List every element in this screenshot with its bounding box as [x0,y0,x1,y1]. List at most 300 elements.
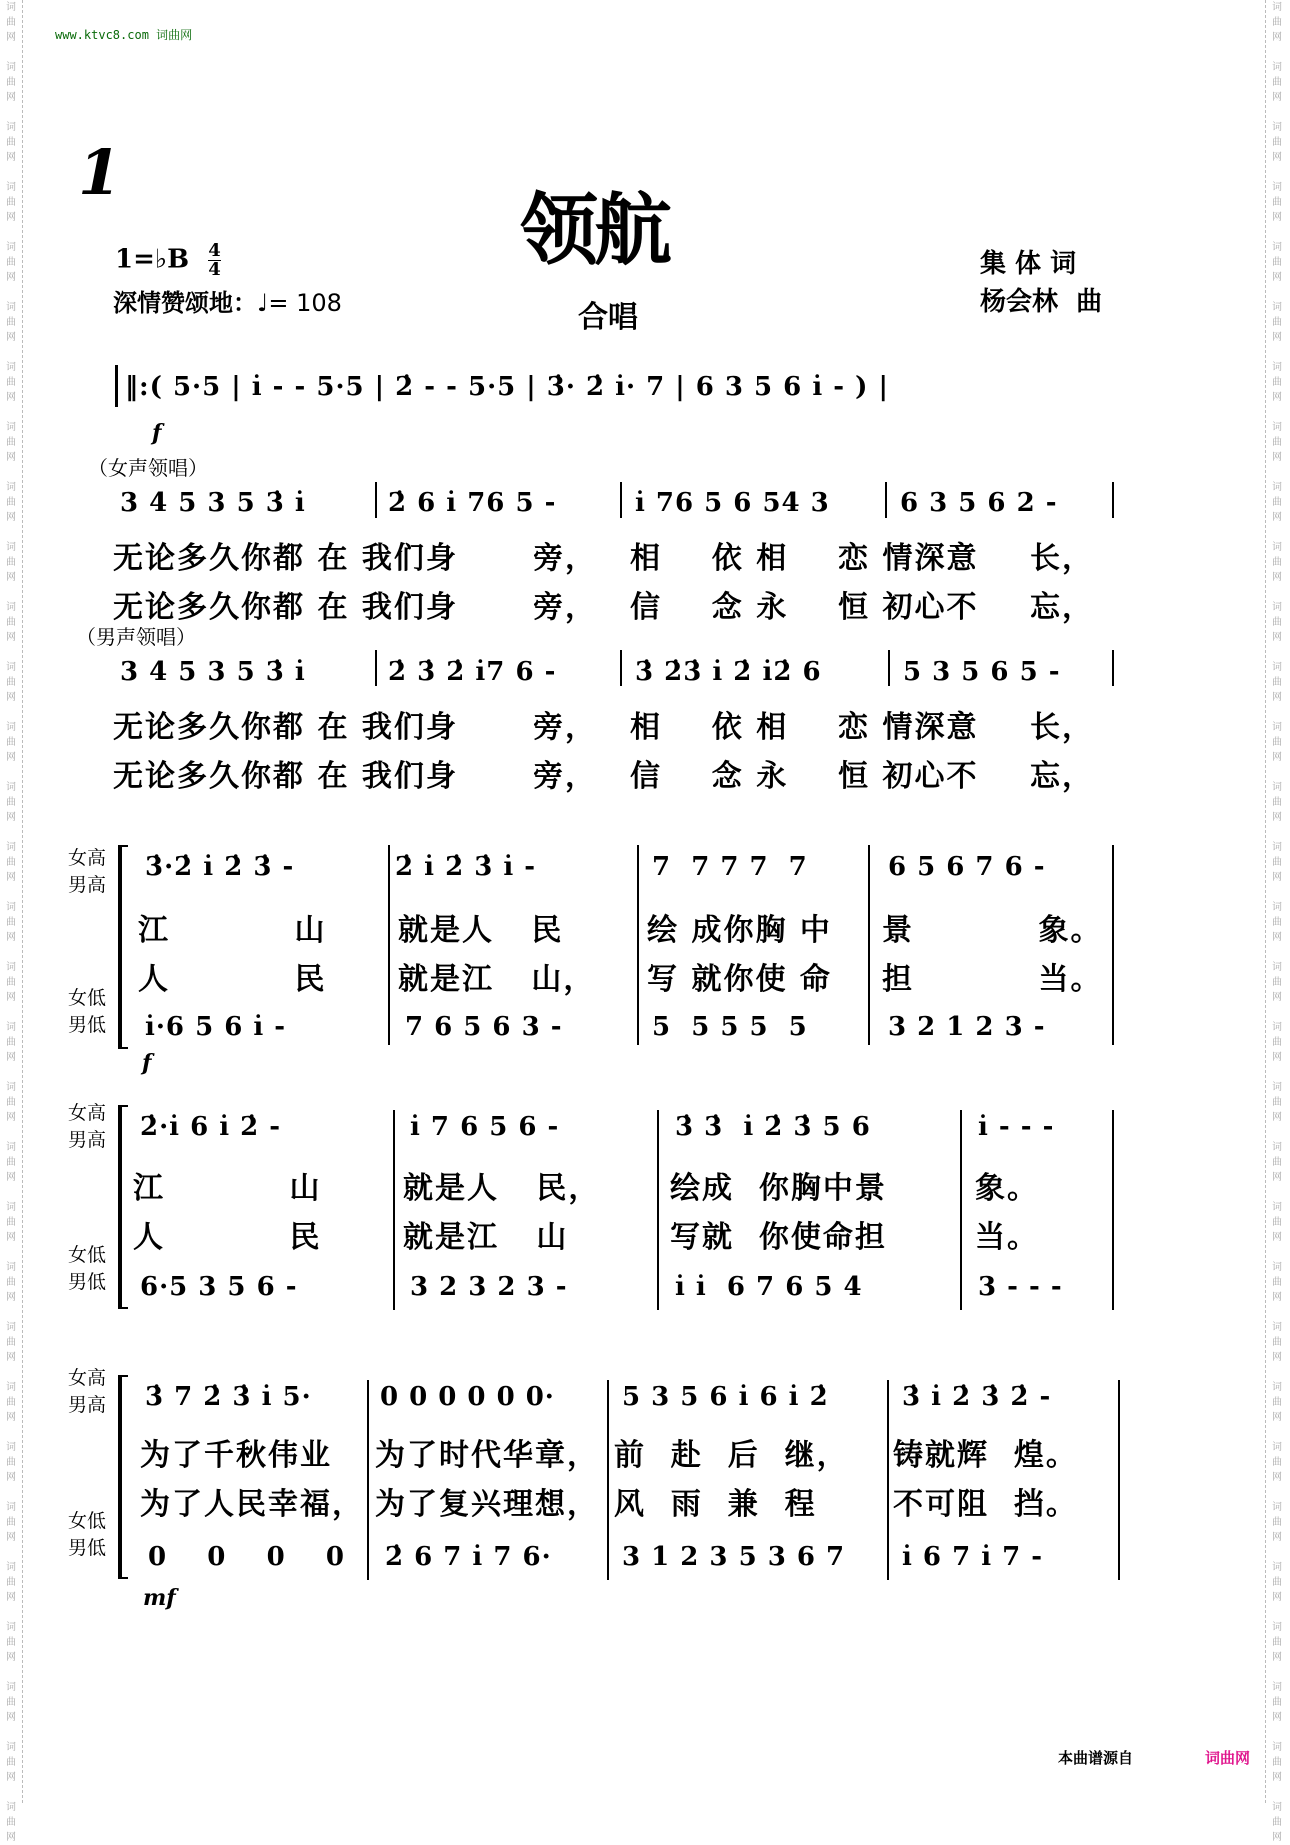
watermark-glyph: 词 [6,1142,16,1153]
watermark-glyph: 词 [1272,1082,1282,1093]
tenor-label: 男高 [68,874,107,896]
watermark-glyph: 词 [1272,122,1282,133]
watermark-glyph: 词 [6,782,16,793]
watermark-glyph: 曲 [6,1577,16,1588]
lyric-line: 相 依 相 恋 情深意 [630,541,979,576]
lyric-line: 长， [1030,541,1094,576]
watermark-glyph: 词 [6,422,16,433]
watermark-glyph: 词 [1272,722,1282,733]
watermark-glyph: 词 [1272,362,1282,373]
watermark-glyph: 词 [6,482,16,493]
watermark-glyph: 词 [1272,2,1282,13]
lyric-line: 风 雨 兼 程 [614,1487,817,1522]
watermark-glyph: 词 [6,1502,16,1513]
dynamic-forte: f [142,1050,152,1076]
lower-m2: 3 2 3 2 3 - [410,1272,568,1302]
soprano-label: 女高 [68,847,107,869]
lyric-line: 信 念 永 恒 初心不 [630,590,979,625]
lower-m2: 2̇ 6 7 i̇ 7 6· [385,1542,552,1572]
page-number: 1 [78,136,122,209]
tempo-bpm: = 108 [268,289,342,317]
bass-label: 男低 [68,1537,107,1559]
watermark-glyph: 曲 [1272,917,1282,928]
watermark-glyph: 曲 [6,437,16,448]
watermark-glyph: 网 [6,1052,16,1063]
watermark-glyph: 网 [1272,152,1282,163]
watermark-glyph: 网 [6,92,16,103]
watermark-glyph: 曲 [1272,977,1282,988]
male-lead-m3: 3̇ 2̇3̇ i̇ 2̇ i̇2̇ 6 [635,657,822,687]
upper-m1: 3̇ 7 2̇ 3̇ i̇ 5· [145,1382,312,1412]
watermark-glyph: 词 [1272,662,1282,673]
watermark-glyph: 网 [1272,932,1282,943]
watermark-glyph: 网 [1272,692,1282,703]
watermark-glyph: 曲 [1272,1397,1282,1408]
watermark-glyph: 词 [1272,1622,1282,1633]
watermark-glyph: 网 [1272,1592,1282,1603]
female-lead-m1: 3 4 5 3 5 3̇ i̇ [120,488,306,518]
watermark-glyph: 词 [6,602,16,613]
watermark-glyph: 网 [6,452,16,463]
barline [620,482,622,518]
watermark-glyph: 网 [1272,1472,1282,1483]
watermark-glyph: 词 [1272,1022,1282,1033]
watermark-glyph: 曲 [1272,497,1282,508]
watermark-glyph: 网 [6,692,16,703]
watermark-glyph: 网 [1272,812,1282,823]
watermark-glyph: 曲 [1272,1817,1282,1828]
watermark-glyph: 词 [1272,1382,1282,1393]
watermark-glyph: 词 [6,962,16,973]
watermark-glyph: 词 [1272,62,1282,73]
watermark-glyph: 曲 [1272,857,1282,868]
watermark-glyph: 曲 [6,1517,16,1528]
lower-voice-label [68,1508,106,1562]
watermark-glyph: 网 [6,932,16,943]
watermark-glyph: 词 [6,1322,16,1333]
watermark-glyph: 词 [6,1622,16,1633]
lyric-line: 为了复兴理想， [375,1487,599,1522]
male-lead-label: （男声领唱） [76,625,196,649]
barline [1112,1110,1114,1310]
watermark-glyph: 词 [6,1382,16,1393]
quarter-note-icon: ♩ [257,289,269,317]
watermark-glyph: 网 [6,1772,16,1783]
lyric-line: 就是人 民 [398,913,564,948]
watermark-glyph: 词 [6,1022,16,1033]
watermark-glyph: 网 [6,632,16,643]
upper-voice-label [68,1365,106,1419]
barline [393,1110,395,1310]
watermark-glyph: 网 [1272,212,1282,223]
system-brace [118,845,128,1049]
watermark-glyph: 词 [6,362,16,373]
watermark-glyph: 网 [6,152,16,163]
female-lead-label: （女声领唱） [88,456,208,480]
watermark-glyph: 网 [1272,332,1282,343]
lyric-line: 江 山 [138,913,327,948]
lower-m4: i̇ 6 7 i̇ 7 - [902,1542,1044,1572]
watermark-glyph: 曲 [6,1817,16,1828]
watermark-glyph: 曲 [1272,1157,1282,1168]
watermark-glyph: 词 [6,1082,16,1093]
watermark-glyph: 词 [1272,902,1282,913]
barline [960,1110,962,1310]
lyric-line: 当。 [975,1220,1039,1255]
lyric-line: 旁， [533,759,597,794]
watermark-glyph: 词 [6,722,16,733]
watermark-glyph: 词 [1272,182,1282,193]
watermark-glyph: 曲 [1272,797,1282,808]
watermark-glyph: 曲 [1272,1637,1282,1648]
barline [388,845,390,1045]
barline [868,845,870,1045]
lyric-line: 不可阻 挡。 [893,1487,1078,1522]
lyric-line: 无论多久你都 在 我们身 [113,541,458,576]
lyric-line: 江 山 [133,1171,322,1206]
lyric-line: 忘， [1030,590,1094,625]
intro-notes: ‖:( 5·5 | i̇ - - 5·5 | 2̇ - - 5·5 | 3̇· 2̇ i̇· 7 | 6 3 5 6 i̇ - ) | [125,372,889,402]
lower-m4: 3 - - - [978,1272,1063,1302]
lyric-line: 就是江 山 [403,1220,569,1255]
watermark-glyph: 网 [6,1532,16,1543]
watermark-glyph: 词 [1272,1262,1282,1273]
watermark-glyph: 网 [1272,92,1282,103]
bass-label: 男低 [68,1271,107,1293]
watermark-glyph: 曲 [6,197,16,208]
watermark-glyph: 词 [1272,1682,1282,1693]
lyric-line: 信 念 永 恒 初心不 [630,759,979,794]
watermark-glyph: 曲 [6,137,16,148]
barline [885,482,887,518]
watermark-glyph: 网 [6,512,16,523]
lower-voice-label [68,1242,106,1296]
watermark-glyph: 网 [6,1412,16,1423]
tempo-marking [113,283,342,318]
alto-label: 女低 [68,1510,107,1532]
watermark-glyph: 曲 [1272,617,1282,628]
upper-m1: 3̇·2̇ i̇ 2̇ 3̇ - [145,852,295,882]
watermark-glyph: 曲 [6,1097,16,1108]
watermark-glyph: 曲 [6,497,16,508]
female-lead-m3: i̇ 76 5 6 54 3 [635,488,830,518]
watermark-glyph: 曲 [6,377,16,388]
lyric-line: 写 就你使 命 [647,962,832,997]
source-label: 本曲谱源自 [1058,1749,1134,1767]
watermark-glyph: 网 [1272,392,1282,403]
watermark-glyph: 网 [6,392,16,403]
lyric-line: 就是人 民， [403,1171,601,1206]
watermark-glyph: 曲 [6,17,16,28]
barline [1112,845,1114,1045]
lyric-line: 旁， [533,590,597,625]
watermark-glyph: 网 [6,1652,16,1663]
lyric-line: 长， [1030,710,1094,745]
watermark-glyph: 词 [1272,1202,1282,1213]
watermark-glyph: 词 [1272,542,1282,553]
watermark-glyph: 曲 [6,257,16,268]
watermark-glyph: 网 [6,1592,16,1603]
alto-label: 女低 [68,1244,107,1266]
watermark-glyph: 网 [1272,1352,1282,1363]
watermark-glyph: 曲 [1272,1577,1282,1588]
upper-m1: 2̇·i̇ 6 i̇ 2̇ - [140,1112,282,1142]
watermark-glyph: 词 [6,182,16,193]
watermark-glyph: 词 [1272,242,1282,253]
watermark-glyph: 网 [1272,1712,1282,1723]
left-watermark-strip [0,0,23,1843]
watermark-glyph: 曲 [1272,77,1282,88]
upper-voice-label [68,1100,106,1154]
watermark-glyph: 网 [1272,1652,1282,1663]
lower-m3: 5 5 5 5 5 [652,1012,808,1042]
lyric-line: 前 赴 后 继， [614,1438,849,1473]
watermark-glyph: 曲 [1272,677,1282,688]
watermark-glyph: 词 [6,1562,16,1573]
watermark-glyph: 曲 [6,1337,16,1348]
upper-m4: 6 5 6 7 6 - [888,852,1046,882]
lower-m1: 6·5 3 5 6 - [140,1272,298,1302]
soprano-label: 女高 [68,1102,107,1124]
barline [1112,650,1114,686]
lyric-line: 绘成 你胸中景 [670,1171,887,1206]
watermark-glyph: 曲 [6,317,16,328]
lyric-line: 无论多久你都 在 我们身 [113,590,458,625]
male-lead-m2: 2̇ 3̇ 2̇ i̇7 6 - [388,657,557,687]
watermark-glyph: 词 [6,1202,16,1213]
watermark-glyph: 网 [1272,1112,1282,1123]
upper-voice-label [68,845,106,899]
watermark-glyph: 网 [1272,1412,1282,1423]
watermark-glyph: 曲 [1272,1277,1282,1288]
watermark-glyph: 曲 [1272,557,1282,568]
barline [375,482,377,518]
watermark-glyph: 网 [1272,1232,1282,1243]
watermark-glyph: 曲 [1272,1097,1282,1108]
barline [657,1110,659,1310]
lyric-line: 就是江 山， [398,962,596,997]
female-lead-m2: 2̇ 6 i̇ 76 5 - [388,488,557,518]
watermark-glyph: 曲 [6,77,16,88]
upper-m4: i̇ - - - [978,1112,1055,1142]
lower-m3: 3 1 2 3 5 3 6 7 [622,1542,846,1572]
key-signature [115,242,221,279]
time-sig-numerator: 4 [208,240,221,261]
lower-m2: 7 6 5 6 3 - [405,1012,563,1042]
watermark-glyph: 曲 [1272,197,1282,208]
lower-m4: 3 2 1 2 3 - [888,1012,1046,1042]
upper-m3: 5 3 5 6 i̇ 6 i̇ 2̇ [622,1382,829,1412]
watermark-glyph: 曲 [6,617,16,628]
watermark-glyph: 曲 [1272,1697,1282,1708]
site-url[interactable] [55,26,192,43]
right-watermark-strip [1265,0,1290,1843]
watermark-glyph: 词 [1272,782,1282,793]
lyric-line: 旁， [533,541,597,576]
watermark-glyph: 词 [1272,602,1282,613]
watermark-glyph: 网 [6,1172,16,1183]
lower-voice-label [68,985,106,1039]
watermark-glyph: 词 [1272,1802,1282,1813]
upper-m2: 0 0 0 0 0 0· [380,1382,555,1412]
watermark-glyph: 曲 [6,1697,16,1708]
watermark-glyph: 词 [6,302,16,313]
watermark-glyph: 曲 [6,917,16,928]
lyric-line: 无论多久你都 在 我们身 [113,710,458,745]
tempo-text: 深情赞颂地： [113,289,257,317]
watermark-glyph: 曲 [6,737,16,748]
barline [637,845,639,1045]
lyric-line: 写就 你使命担 [670,1220,887,1255]
watermark-glyph: 曲 [6,857,16,868]
watermark-glyph: 词 [6,662,16,673]
watermark-glyph: 曲 [6,677,16,688]
lyric-line: 象。 [975,1171,1039,1206]
repeat-barline [115,365,118,407]
watermark-glyph: 词 [1272,1322,1282,1333]
upper-m2: i̇ 7 6 5 6 - [410,1112,560,1142]
barline [1118,1380,1120,1580]
watermark-glyph: 网 [1272,632,1282,643]
watermark-glyph: 曲 [6,1037,16,1048]
lyric-line: 人 民 [133,1220,322,1255]
watermark-glyph: 词 [6,1742,16,1753]
upper-m2: 2̇ i̇ 2̇ 3̇ i̇ - [395,852,537,882]
watermark-glyph: 网 [1272,512,1282,523]
barline [375,650,377,686]
watermark-glyph: 网 [6,572,16,583]
tenor-label: 男高 [68,1129,107,1151]
song-title: 领航 [520,186,669,276]
watermark-glyph: 曲 [6,1757,16,1768]
lyricist: 集 体 词 [980,249,1077,279]
lower-m1: i̇·6 5 6 i̇ - [145,1012,287,1042]
site-url-text: www.ktvc8.com [55,28,149,42]
barline [367,1380,369,1580]
watermark-glyph: 词 [6,902,16,913]
lower-m3: i̇ i̇ 6 7 6 5 4 [675,1272,863,1302]
watermark-glyph: 网 [6,272,16,283]
watermark-glyph: 曲 [1272,1517,1282,1528]
watermark-glyph: 曲 [1272,1217,1282,1228]
watermark-glyph: 网 [1272,32,1282,43]
watermark-glyph: 词 [1272,962,1282,973]
watermark-glyph: 网 [1272,1052,1282,1063]
watermark-glyph: 词 [6,1442,16,1453]
watermark-glyph: 网 [6,752,16,763]
watermark-glyph: 词 [6,1682,16,1693]
watermark-glyph: 曲 [1272,1457,1282,1468]
watermark-glyph: 网 [6,332,16,343]
watermark-glyph: 曲 [1272,737,1282,748]
watermark-glyph: 网 [1272,872,1282,883]
watermark-glyph: 曲 [6,1217,16,1228]
watermark-glyph: 词 [6,242,16,253]
lyric-line: 旁， [533,710,597,745]
lyric-line: 无论多久你都 在 我们身 [113,759,458,794]
watermark-glyph: 词 [1272,1502,1282,1513]
bass-label: 男低 [68,1014,107,1036]
watermark-glyph: 曲 [6,797,16,808]
time-sig-denominator: 4 [208,259,221,280]
watermark-glyph: 网 [1272,992,1282,1003]
watermark-glyph: 曲 [1272,17,1282,28]
watermark-glyph: 网 [1272,1772,1282,1783]
watermark-glyph: 词 [6,2,16,13]
watermark-glyph: 曲 [6,1157,16,1168]
time-signature [208,242,221,279]
watermark-glyph: 网 [1272,1292,1282,1303]
watermark-glyph: 词 [1272,422,1282,433]
barline [887,1380,889,1580]
key-text: 1=♭B [115,244,190,275]
watermark-glyph: 网 [6,1712,16,1723]
barline [607,1380,609,1580]
watermark-glyph: 词 [6,1802,16,1813]
watermark-glyph: 网 [6,812,16,823]
male-lead-m4: 5 3 5 6 5 - [903,657,1061,687]
barline [888,650,890,686]
watermark-glyph: 词 [6,542,16,553]
watermark-glyph: 网 [1272,452,1282,463]
song-subtitle: 合唱 [578,300,638,335]
lyric-line: 为了人民幸福， [140,1487,364,1522]
watermark-glyph: 词 [6,122,16,133]
watermark-glyph: 曲 [6,1277,16,1288]
upper-m3: 3̇ 3̇ i̇ 2̇ 3̇ 5 6 [675,1112,871,1142]
watermark-glyph: 词 [1272,842,1282,853]
watermark-glyph: 曲 [6,1637,16,1648]
upper-m4: 3̇ i̇ 2̇ 3̇ 2̇ - [902,1382,1052,1412]
lyric-line: 担 当。 [882,962,1103,997]
watermark-glyph: 网 [6,872,16,883]
watermark-glyph: 词 [1272,1562,1282,1573]
watermark-glyph: 曲 [1272,1037,1282,1048]
lyric-line: 人 民 [138,962,327,997]
watermark-glyph: 词 [6,62,16,73]
female-lead-m4: 6 3 5 6 2 - [900,488,1058,518]
watermark-glyph: 网 [1272,752,1282,763]
watermark-glyph: 网 [6,1232,16,1243]
watermark-glyph: 网 [6,1352,16,1363]
site-name: 词曲网 [156,28,193,42]
system-brace [118,1375,128,1579]
watermark-glyph: 网 [6,1472,16,1483]
watermark-glyph: 曲 [6,557,16,568]
watermark-glyph: 网 [1272,1832,1282,1843]
system-brace [118,1105,128,1309]
watermark-glyph: 词 [1272,1442,1282,1453]
watermark-glyph: 词 [1272,482,1282,493]
watermark-glyph: 曲 [6,1397,16,1408]
watermark-glyph: 曲 [1272,377,1282,388]
lyric-line: 为了时代华章， [375,1438,599,1473]
tenor-label: 男高 [68,1394,107,1416]
watermark-glyph: 网 [6,992,16,1003]
lyric-line: 忘， [1030,759,1094,794]
source-brand-link[interactable]: 词曲网 [1205,1749,1251,1767]
dynamic-mezzo-forte: mf [143,1585,176,1611]
watermark-glyph: 网 [1272,1172,1282,1183]
watermark-glyph: 曲 [1272,437,1282,448]
lower-m1: 0 0 0 0 [148,1542,345,1572]
watermark-glyph: 曲 [1272,257,1282,268]
watermark-glyph: 词 [1272,1742,1282,1753]
watermark-glyph: 网 [1272,1532,1282,1543]
watermark-glyph: 词 [6,1262,16,1273]
composer: 杨会林 曲 [980,287,1103,317]
barline [620,650,622,686]
